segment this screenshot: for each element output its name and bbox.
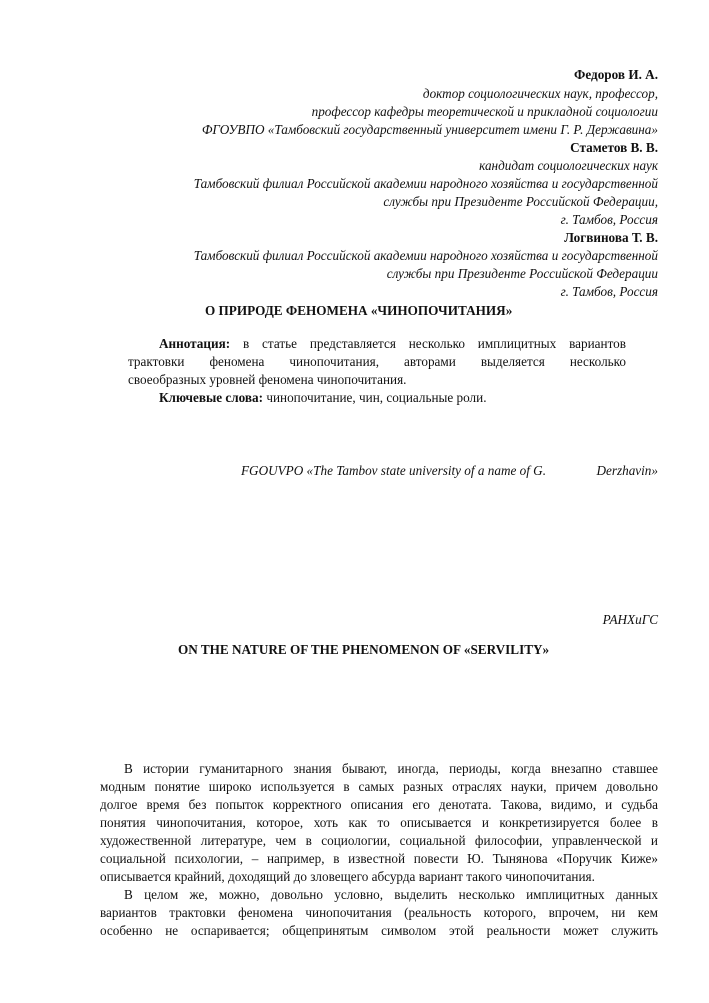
author-2-city: г. Тамбов, Россия xyxy=(560,212,658,227)
abstract-line-2: трактовки феномена чинопочитания, авторами выделяется несколько xyxy=(128,354,626,369)
author-3-city: г. Тамбов, Россия xyxy=(560,284,658,299)
body-p1-line-6: социальной психологии, – например, в известной повести Ю. Тынянова «Поручик Киже» xyxy=(100,851,658,866)
abstract-line-3: своеобразных уровней феномена чинопочитания. xyxy=(128,372,407,387)
body-p1-line-2: модным понятие широко используется в самых разных отраслях науки, причем довольно xyxy=(100,779,658,794)
author-2-name: Стаметов В. В. xyxy=(570,140,658,155)
body-p2-line-3: особенно не оспаривается; общепринятым символом этой реальности может служить xyxy=(100,923,658,938)
keywords-label: Ключевые слова: xyxy=(159,390,264,405)
abstract-line-1 xyxy=(128,335,626,353)
author-3-affiliation-line-2: службы при Президенте Российской Федерации xyxy=(386,266,658,281)
article-title-ru: О ПРИРОДЕ ФЕНОМЕНА «ЧИНОПОЧИТАНИЯ» xyxy=(205,303,513,318)
author-2-affiliation-line-2: службы при Президенте Российской Федерации, xyxy=(383,194,658,209)
abstract-label: Аннотация: xyxy=(159,336,231,351)
en-affiliation-1: FGOUVPO «The Tambov state university of a name of G. xyxy=(241,463,546,478)
author-1-name: Федоров И. А. xyxy=(574,67,658,82)
body-p2-line-2: вариантов трактовки феномена чинопочитания (реальность которого, впрочем, ни кем xyxy=(100,905,658,920)
body-p1-line-3: долгое время без попыток корректного описания его денотата. Такова, видимо, и судьба xyxy=(100,797,658,812)
keywords-line xyxy=(128,389,626,407)
body-p1-line-7: описывается крайний, доходящий до зловещего абсурда вариант такого чинопочитания. xyxy=(100,869,595,884)
body-p1-line-4: понятия чинопочитания, которое, хоть как то описывается и конкретизируется более в xyxy=(100,815,658,830)
abstract-text-1: в статье представляется несколько имплицитных вариантов xyxy=(242,336,626,351)
author-1-position: профессор кафедры теоретической и прикладной социологии xyxy=(311,104,658,119)
en-affiliation-2: РАНХиГС xyxy=(602,612,658,627)
article-title-en: ON THE NATURE OF THE PHENOMENON OF «SERVILITY» xyxy=(178,642,550,657)
author-1-degree: доктор социологических наук, профессор, xyxy=(422,86,658,101)
author-2-degree: кандидат социологических наук xyxy=(479,158,658,173)
body-p2-line-1: В целом же, можно, довольно условно, выделить несколько имплицитных данных xyxy=(124,887,658,902)
author-3-affiliation-line-1: Тамбовский филиал Российской академии народного хозяйства и государственной xyxy=(193,248,658,263)
author-1-affiliation: ФГОУВПО «Тамбовский государственный университет имени Г. Р. Державина» xyxy=(201,122,658,137)
en-affiliation-1-tail: Derzhavin» xyxy=(596,463,658,478)
body-p1-line-1: В истории гуманитарного знания бывают, иногда, периоды, когда внезапно ставшее xyxy=(124,761,658,776)
keywords-text: чинопочитание, чин, социальные роли. xyxy=(266,390,487,405)
author-2-affiliation-line-1: Тамбовский филиал Российской академии народного хозяйства и государственной xyxy=(193,176,658,191)
abstract-block xyxy=(128,335,626,407)
body-p1-line-5: художественной литературе, чем в социологии, социальной философии, управленческой и xyxy=(100,833,658,848)
body-text xyxy=(100,760,658,940)
author-3-name: Логвинова Т. В. xyxy=(564,230,658,245)
